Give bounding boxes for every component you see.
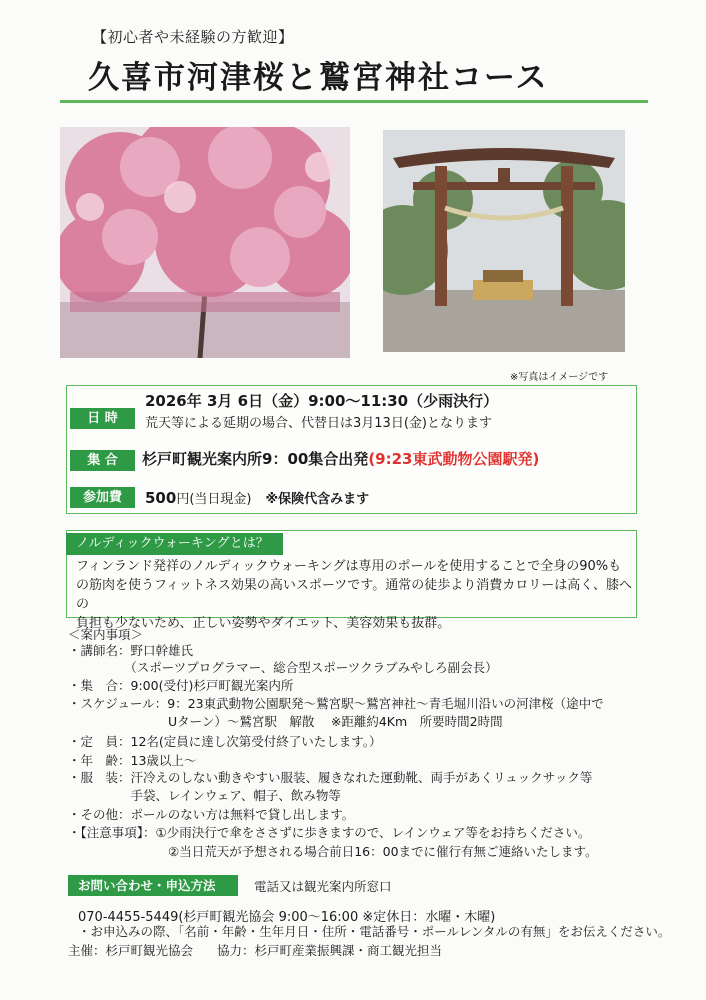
info-line: ・年 齢：13歳以上～ xyxy=(68,753,197,768)
postpone-note: 荒天等による延期の場合、代替日は3月13日(金)となります xyxy=(145,416,492,431)
departure-note: (9:23東武動物公園駅発) xyxy=(368,450,540,468)
title-divider xyxy=(60,100,648,103)
info-heading: ＜案内事項＞ xyxy=(68,627,144,642)
inquiry-method: 電話又は観光案内所窓口 xyxy=(254,879,392,894)
subtitle: 【初心者や未経験の方歓迎】 xyxy=(92,28,294,46)
torii-gate-photo xyxy=(383,130,625,352)
contact-phone: 070-4455-5449(杉戸町観光協会 9:00～16:00 ※定休日：水曜・木曜) xyxy=(78,910,496,925)
meeting-place: 杉戸町観光案内所9：00集合出発 xyxy=(142,450,369,468)
cherry-blossom-photo xyxy=(60,127,350,358)
nordic-description xyxy=(76,557,632,633)
meeting-text xyxy=(142,448,539,469)
meeting-label: 集 合 xyxy=(70,450,135,471)
cooperation: 協力：杉戸町産業振興課・商工観光担当 xyxy=(217,943,443,958)
fee-text xyxy=(145,488,369,507)
info-line: 手袋、レインウェア、帽子、飲み物等 xyxy=(68,788,341,803)
info-line: ・講師名：野口幹雄氏 xyxy=(68,643,194,658)
fee-amount: 500 xyxy=(145,489,177,507)
insurance-note: ※保険代含みます xyxy=(265,492,370,507)
info-line: ・集 合：9:00(受付)杉戸町観光案内所 xyxy=(68,678,294,693)
organizer-line xyxy=(68,941,442,959)
info-line: ②当日荒天が予想される場合前日16：00までに催行有無ご連絡いたします。 xyxy=(68,844,598,859)
fee-unit: 円(当日現金) xyxy=(176,492,252,507)
info-line: ・スケジュール：9：23東武動物公園駅発～鷲宮駅～鷲宮神社～青毛堀川沿いの河津桜（途中で xyxy=(68,696,604,711)
nordic-line: の筋肉を使うフィットネス効果の高いスポーツです。通常の徒歩より消費カロリーは高く、膝への xyxy=(76,578,633,612)
date-text: 2026年 3月 6日（金）9:00～11:30（少雨決行） xyxy=(145,392,499,410)
nordic-line: 負担も少ないため、正しい姿勢やダイエット、美容効果も抜群。 xyxy=(76,616,451,631)
photo-caption: ※写真はイメージです xyxy=(510,372,609,383)
nordic-line: フィンランド発祥のノルディックウォーキングは専用のポールを使用することで全身の90%も xyxy=(76,559,622,574)
application-note: ・お申込みの際、「名前・年齢・生年月日・住所・電話番号・ポールレンタルの有無」をお伝えください。 xyxy=(78,924,671,939)
fee-label: 参加費 xyxy=(70,487,135,508)
info-line: ・【注意事項】：①少雨決行で傘をささずに歩きますので、レインウェア等をお持ちください。 xyxy=(68,825,591,840)
organizer: 主催：杉戸町観光協会 xyxy=(68,943,194,958)
info-line: ・その他：ポールのない方は無料で貸し出します。 xyxy=(68,807,355,822)
info-line: Uターン）～鷲宮駅 解散 ※距離約4Km 所要時間2時間 xyxy=(68,714,503,729)
inquiry-label: お問い合わせ・申込方法 xyxy=(68,875,238,896)
date-label: 日 時 xyxy=(70,408,135,429)
page-title: 久喜市河津桜と鷲宮神社コース xyxy=(88,60,549,96)
info-line: ・服 装：汗冷えのしない動きやすい服装、履きなれた運動靴、両手があくリュックサック等 xyxy=(68,770,593,785)
info-line: （スポーツプログラマー、総合型スポーツクラブみやしろ副会長） xyxy=(68,660,498,675)
nordic-heading: ノルディックウォーキングとは？ xyxy=(66,533,283,555)
info-line: ・定 員：12名(定員に達し次第受付終了いたします。） xyxy=(68,734,382,749)
